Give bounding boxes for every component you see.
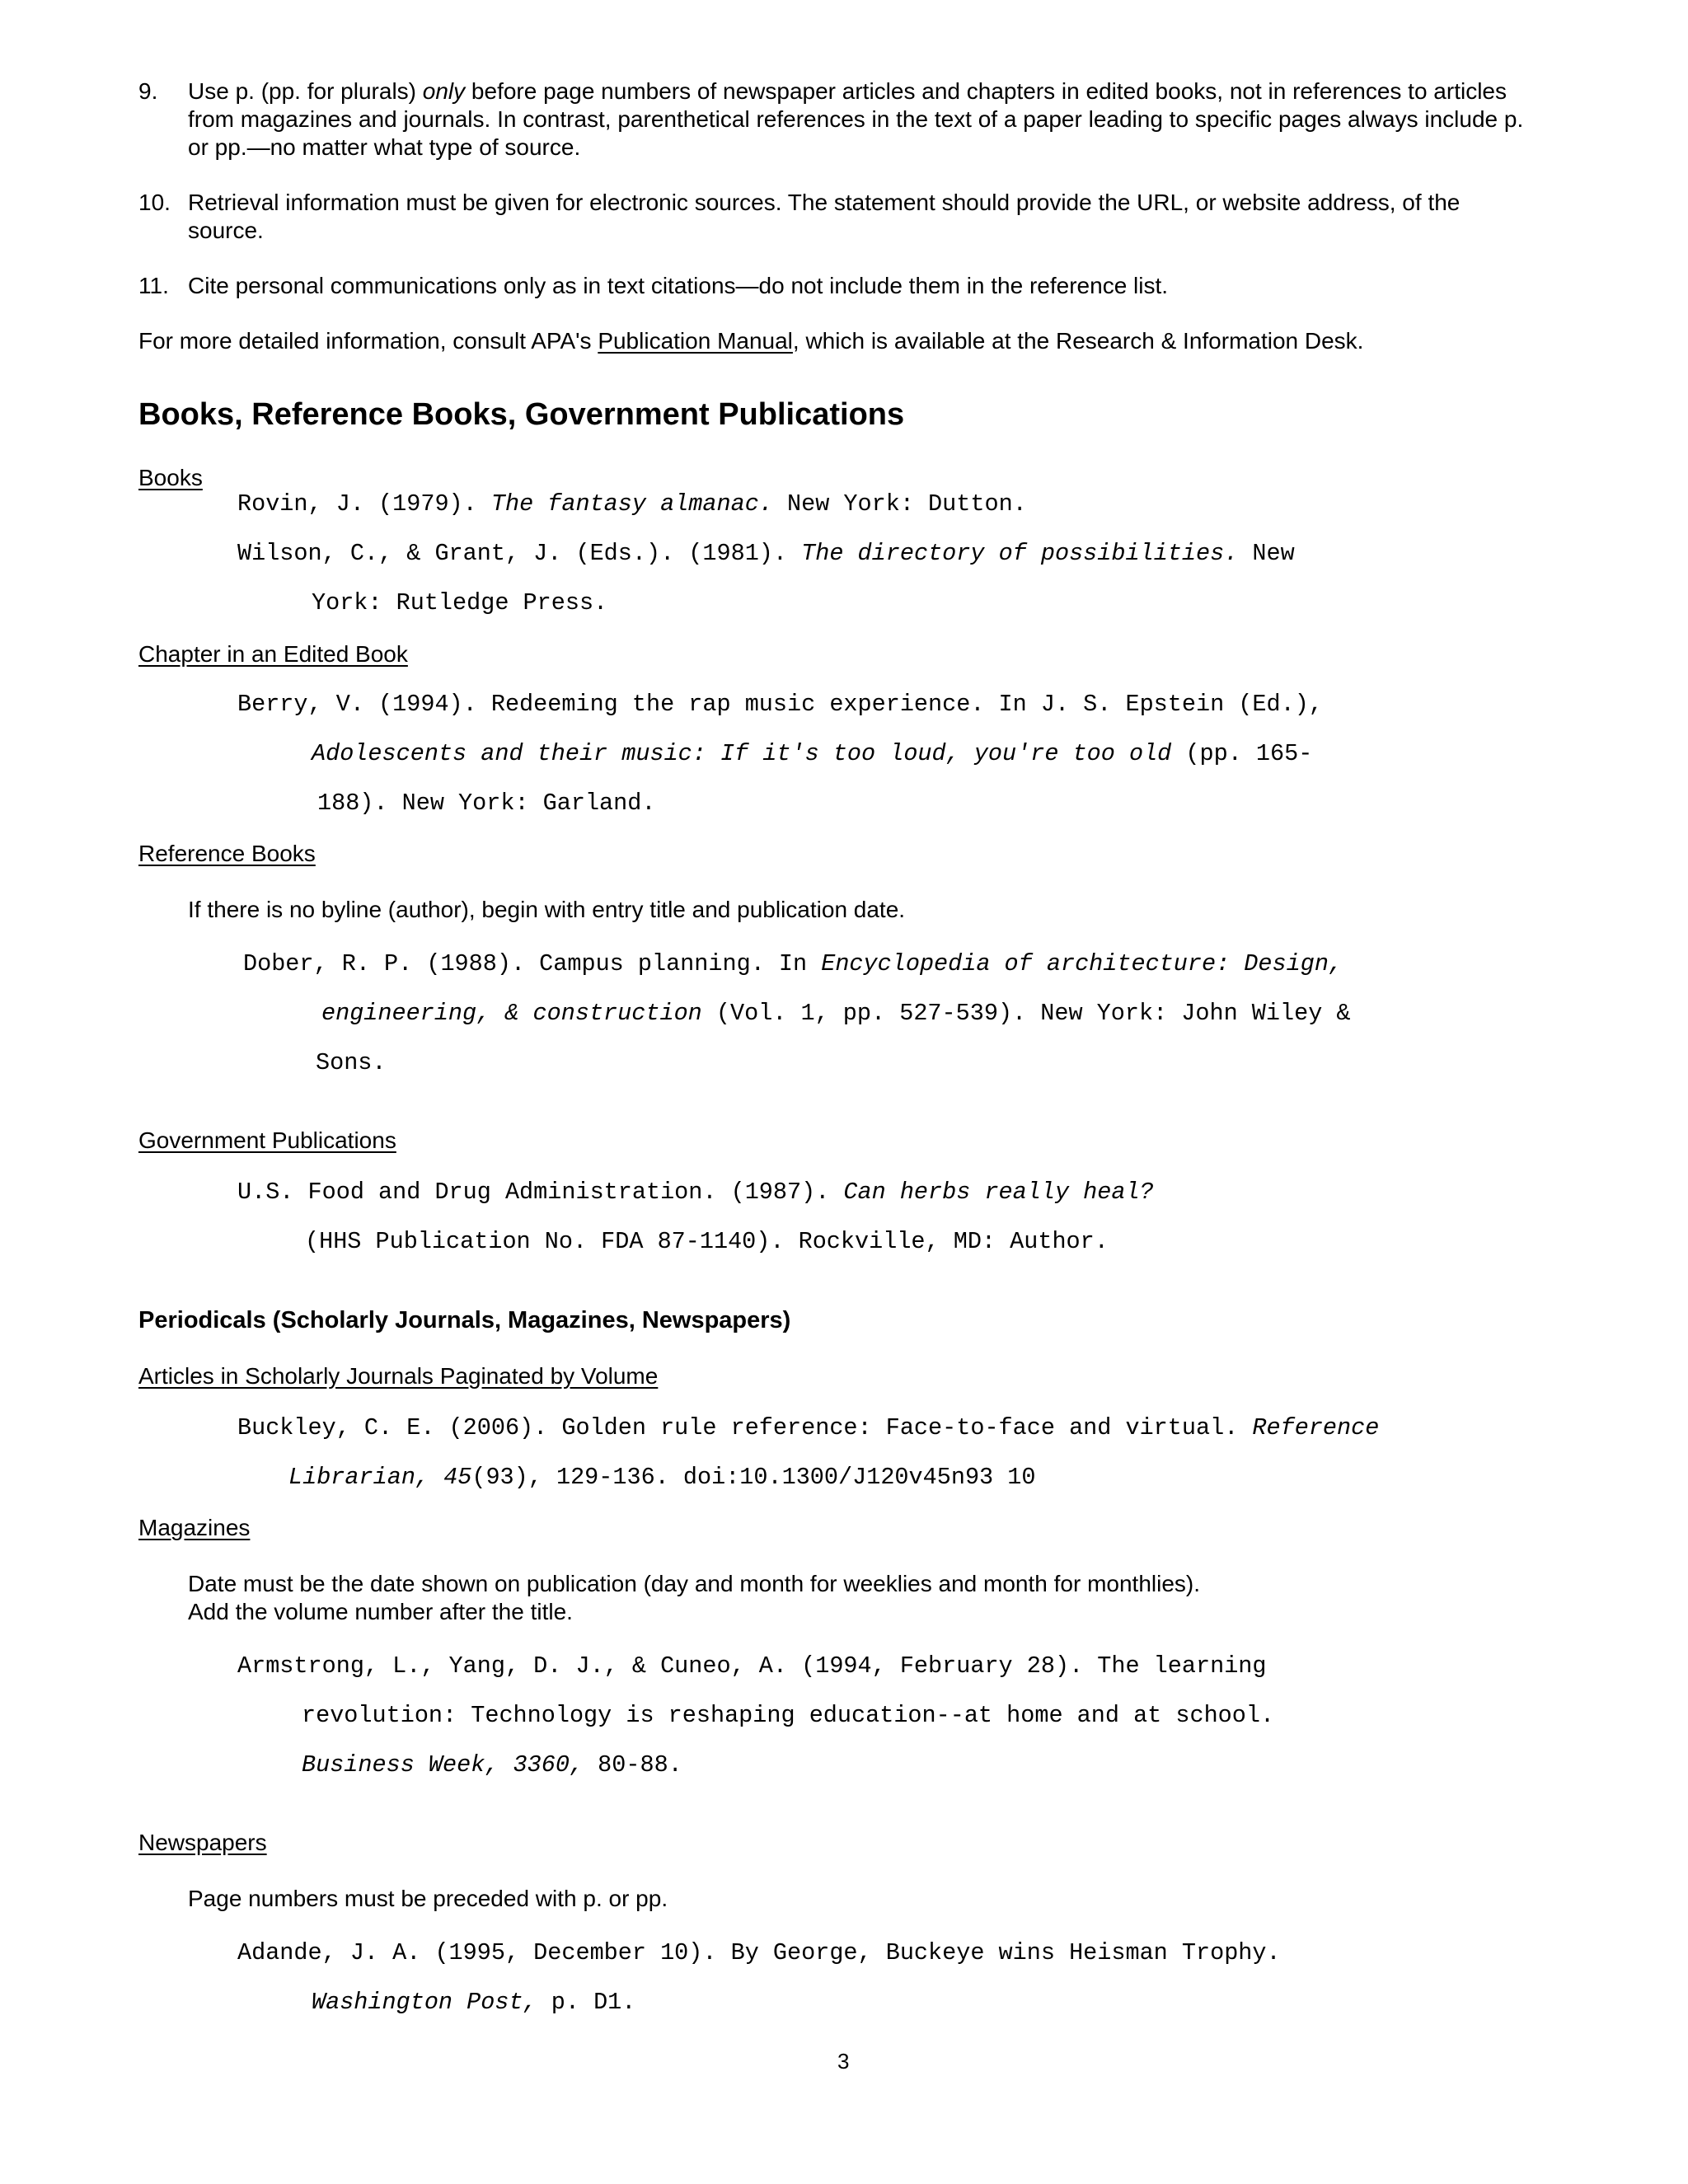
reference-wilson: Wilson, C., & Grant, J. (Eds.). (1981). The directory of possibilities. New — [237, 540, 1295, 567]
subheading-journals: Articles in Scholarly Journals Paginated by Volume — [138, 1363, 659, 1389]
newspapers-note: Page numbers must be preceded with p. or pp. — [188, 1886, 668, 1911]
reference-berry-line1: Berry, V. (1994). Redeeming the rap music experience. In J. S. Epstein (Ed.), — [237, 691, 1323, 718]
subheading-magazines: Magazines — [138, 1515, 251, 1540]
page-number: 3 — [837, 2049, 850, 2074]
magazines-note-line1: Date must be the date shown on publication (day and month for weeklies and month for monthlies). — [188, 1571, 1201, 1596]
reference-dober-line2: engineering, & construction (Vol. 1, pp. 527-539). New York: John Wiley & — [321, 1000, 1351, 1027]
reference-berry-line2: Adolescents and their music: If it's too loud, you're too old (pp. 165- — [312, 740, 1313, 767]
reference-adande-line2: Washington Post, p. D1. — [312, 1989, 636, 2016]
subheading-chapter: Chapter in an Edited Book — [138, 641, 408, 667]
list-text: Use p. (pp. for plurals) only before page numbers of newspaper articles and chapters in edited books, not in references to articles from magazines and journals. In contrast, parenthetical references in the text of a paper leading to specific pages always include p. or pp.—no matter what type of source. — [188, 78, 1524, 160]
subheading-government: Government Publications — [138, 1127, 396, 1153]
list-text: Retrieval information must be given for electronic sources. The statement should provide the URL, or website address, of the source. — [188, 190, 1461, 243]
subheading-newspapers: Newspapers — [138, 1830, 267, 1855]
reference-armstrong-line2: revolution: Technology is reshaping education--at home and at school. — [302, 1702, 1275, 1729]
reference-books-note: If there is no byline (author), begin with entry title and publication date. — [188, 897, 906, 922]
list-number: 10. — [138, 190, 171, 215]
reference-fda-line2: (HHS Publication No. FDA 87-1140). Rockville, MD: Author. — [305, 1228, 1109, 1255]
section-heading-books: Books, Reference Books, Government Publications — [138, 397, 905, 432]
reference-armstrong-line3: Business Week, 3360, 80-88. — [302, 1751, 682, 1779]
reference-rovin: Rovin, J. (1979). The fantasy almanac. New York: Dutton. — [237, 490, 1027, 518]
reference-wilson-cont: York: Rutledge Press. — [312, 589, 608, 616]
reference-buckley-line2: Librarian, 45(93), 129-136. doi:10.1300/J120v45n93 10 — [288, 1464, 1036, 1491]
subheading-reference-books: Reference Books — [138, 841, 316, 866]
more-info-text: For more detailed information, consult APA's Publication Manual, which is available at the Research & Information Desk. — [138, 328, 1364, 354]
reference-armstrong-line1: Armstrong, L., Yang, D. J., & Cuneo, A. (1994, February 28). The learning — [237, 1652, 1267, 1680]
magazines-note-line2: Add the volume number after the title. — [188, 1599, 573, 1624]
subheading-books: Books — [138, 465, 203, 490]
list-text: Cite personal communications only as in text citations—do not include them in the reference list. — [188, 273, 1169, 298]
reference-dober-line1: Dober, R. P. (1988). Campus planning. In Encyclopedia of architecture: Design, — [243, 950, 1343, 977]
reference-buckley-line1: Buckley, C. E. (2006). Golden rule reference: Face-to-face and virtual. Reference — [237, 1414, 1380, 1441]
list-number: 9. — [138, 78, 158, 104]
section-heading-periodicals: Periodicals (Scholarly Journals, Magazines, Newspapers) — [138, 1307, 791, 1333]
reference-dober-line3: Sons. — [316, 1049, 387, 1076]
list-number: 11. — [138, 273, 169, 298]
reference-fda-line1: U.S. Food and Drug Administration. (1987). Can herbs really heal? — [237, 1179, 1154, 1206]
reference-berry-line3: 188). New York: Garland. — [317, 790, 656, 817]
publication-manual-link[interactable]: Publication Manual — [598, 328, 793, 354]
reference-adande-line1: Adande, J. A. (1995, December 10). By George, Buckeye wins Heisman Trophy. — [237, 1939, 1281, 1966]
